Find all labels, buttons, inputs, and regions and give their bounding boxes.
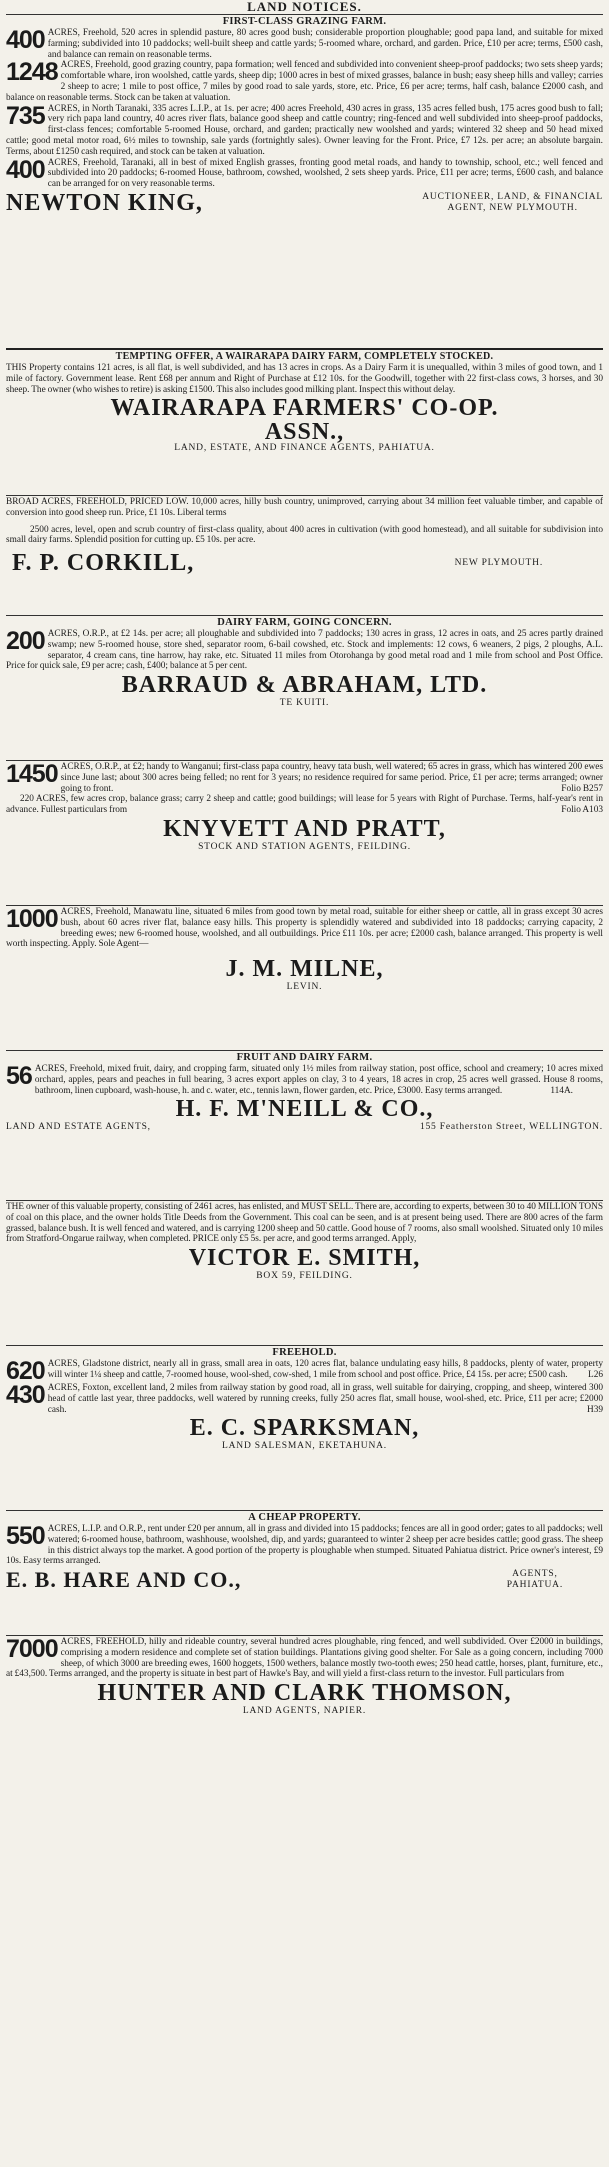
listing	[6, 60, 603, 103]
agent-location: PAHIATUA.	[506, 1580, 563, 1591]
agent-title: AGENTS,	[512, 1569, 558, 1580]
listing	[6, 907, 603, 950]
agent-name: F. P. CORKILL,	[12, 550, 195, 577]
listing-text: ACRES, Freehold, Taranaki, all in best of mixed English grasses, fronting good metal roads, and handy to township, school, etc.; well fenced and subdivided into 20 paddocks; 6-roomed House, bathroom, cowshed, woolshed, 2 sets sheep yards. Price, £11 per acre; terms, £600 cash, and balance can be arranged for on very reasonable terms.	[47, 157, 603, 190]
listing-text	[6, 794, 603, 816]
ad-newton-king	[6, 15, 603, 350]
ad-hunter	[6, 1636, 603, 1806]
listing-text: ACRES, Freehold, Manawatu line, situated 6 miles from good town by metal road, suitable for either sheep or cattle, all in grass except 30 acres bush, about 60 acres river flat, balance easy hills. This property is splendidly watered and subdivided into 18 paddocks; carrying capacity, 2 breeding ewes; new 6-roomed house, woolshed, and all outbuildings. Price £11 10s. per acre; £2000 cash, balance arranged. This property is well worth inspecting. Apply. Sole Agent—	[6, 907, 603, 950]
listing	[6, 104, 603, 158]
agent-description	[507, 1569, 563, 1591]
agent-name: VICTOR E. SMITH,	[188, 1245, 421, 1272]
ad-heading: FREEHOLD.	[272, 1347, 337, 1358]
listing-body: ACRES, Foxton, excellent land, 2 miles from railway station by good road, all in grass, well suitable for dairying, cropping, and sheep, wintered 300 head of cattle last year, three paddocks, well watered by running creeks, fully 250 acres flat, small house, wool-shed, etc. Price, £11 per acre; £2000 cash.	[47, 1383, 603, 1415]
ad-milne	[6, 906, 603, 1051]
agent-location: AGENT, NEW PLYMOUTH.	[447, 202, 578, 213]
listing-ref: L26	[588, 1369, 603, 1380]
listing	[6, 1637, 603, 1680]
agent-name: KNYVETT AND PRATT,	[163, 815, 446, 842]
ad-barraud	[6, 616, 603, 761]
agent-location: NEW PLYMOUTH.	[454, 557, 543, 568]
ad-knyvett	[6, 761, 603, 906]
listing-text: ACRES, L.I.P. and O.R.P., rent under £20 per annum, all in grass and divided into 15 paddocks; fences are all in good order; gates to all paddocks; well watered; 6-roomed house, bathroom, washhouse, woolshed, dip, and yards; guaranteed to winter 2 sheep per acre besides cattle; good grass. The sheep in this district always top the market. A good portion of the property is ploughable when stumped. Situated Pahiatua district. Price owner's interest, £9 10s. Easy terms arranged.	[6, 1524, 603, 1567]
listing-ref: H39	[586, 1404, 603, 1415]
agent-description: LAND SALESMAN, EKETAHUNA.	[222, 1441, 387, 1452]
listing-ref: 114A.	[550, 1085, 573, 1096]
agent-name: BARRAUD & ABRAHAM, LTD.	[121, 672, 488, 699]
agent-name: J. M. MILNE,	[225, 956, 384, 983]
agent-address: 155 Featherston Street, WELLINGTON.	[419, 1122, 603, 1133]
listing-text: ACRES, Freehold, good grazing country, papa formation; well fenced and subdivided into convenient sheep-proof paddocks; two sets sheep yards; comfortable whare, iron woolshed, cattle yards, sheep dip; 1000 acres in best of mixed grasses, balance in bush; easy sheep hills and valley; carries 2 sheep to acre; 1 mile to post office, 7 miles by good road to sale yards, store, etc. Price, £6 per acre; terms, half cash, balance £2000 cash, and balance on reasonable terms. Stock can be taken at valuation.	[6, 60, 603, 103]
agent-title: AUCTIONEER, LAND, & FINANCIAL	[422, 191, 603, 202]
listing-acreage: 735	[6, 103, 45, 130]
agent-location: BOX 59, FEILDING.	[256, 1271, 353, 1282]
ad-heading: DAIRY FARM, GOING CONCERN.	[217, 617, 392, 628]
listing-text	[6, 1359, 603, 1381]
agent-description	[6, 1122, 603, 1133]
listing-acreage: 550	[6, 1524, 45, 1550]
agent-description: STOCK AND STATION AGENTS, FEILDING.	[198, 841, 411, 852]
ad-heading: FIRST-CLASS GRAZING FARM.	[222, 16, 387, 27]
listing-body: ACRES, Gladstone district, nearly all in grass, small area in oats, 120 acres flat, balance undulating easy hills, 8 paddocks, plenty of water, property will winter 1¼ sheep and cattle, 7-roomed house, wool-shed, cow-shed, 1 mile from school and post office. Price, £4 15s. per acre; £500 cash.	[47, 1359, 603, 1380]
listing-acreage: 620	[6, 1359, 45, 1383]
ad-mcneill	[6, 1051, 603, 1201]
listing	[6, 794, 603, 816]
listing-body: ACRES, O.R.P., at £2; handy to Wanganui; first-class papa country, heavy tata bush, well watered; 65 acres in grass, which has wintered 200 ewes since June last; about 300 acres being felled; no rent for 3 years; no residence required for same period. Price, £1 per acre; terms arranged; owner going to front.	[60, 762, 603, 794]
agent-description	[422, 192, 603, 214]
listing-text: ACRES, FREEHOLD, hilly and rideable country, several hundred acres ploughable, ring fenced, and well subdivided. Over £2000 in buildings, comprising a modern residence and complete set of station buildings. Plantations giving good shelter. For Sale as a going concern, including 7000 sheep, of which 3000 are breeding ewes, 1600 hoggets, 1500 wethers, balance mostly two-tooth ewes; 250 head cattle, horses, plant, furniture, etc., at £43,500. Terms arranged, and the property is situate in best part of Hawke's Bay, and will yield a first-class return to the investor. Full particulars from	[6, 1637, 603, 1680]
agent-name: HUNTER AND CLARK THOMSON,	[97, 1680, 512, 1707]
listing	[6, 1359, 603, 1383]
agent-name: E. C. SPARKSMAN,	[189, 1415, 420, 1442]
agent-line	[6, 190, 603, 216]
listing	[6, 762, 603, 794]
folio-ref: Folio A103	[561, 805, 603, 816]
agent-name: NEWTON KING,	[6, 189, 203, 216]
listing	[6, 1383, 603, 1415]
listing-text: BROAD ACRES, FREEHOLD, PRICED LOW. 10,000 acres, hilly bush country, unimproved, carrying about 34 million feet valuable timber, and capable of conversion into good sheep run. Price, £1 10s. Liberal terms	[6, 497, 603, 518]
agent-location: TE KUITI.	[279, 698, 330, 709]
ad-hare	[6, 1511, 603, 1636]
listing-text	[6, 1383, 603, 1415]
listing-acreage: 400	[6, 28, 45, 54]
agent-name-cont: ASSN.,	[264, 419, 345, 446]
listing	[6, 28, 603, 60]
listing-text: ACRES, in North Taranaki, 335 acres L.I.P., at 1s. per acre; 400 acres Freehold, 430 acres in grass, 135 acres felled bush, 175 acres good bush to fall; very rich papa land country, 40 acres river flats, balance good sheep and cattle country; ring-fenced and well subdivided into sheep-proof paddocks, first-class fences; comfortable 5-roomed House, orchard, and garden; practically new woolshed and yards; wintered 32 sheep and 50 head mixed cattle; good metal motor road, 6½ miles to township, sale yards (fortnightly sales). Owner leaving for the Front. Price, £7 12s. per acre; an absolute bargain. Terms, about £1250 cash required, and stock can be taken at valuation.	[6, 103, 603, 157]
agent-line	[6, 550, 603, 576]
ad-heading: A CHEAP PROPERTY.	[248, 1512, 361, 1523]
listing-acreage: 56	[6, 1064, 32, 1090]
listing-text: 2500 acres, level, open and scrub country of first-class quality, about 400 acres in cultivation (with good homestead), and all suitable for subdivision into small dairy farms. Splendid position for cutting up. £5 10s. per acre.	[6, 524, 603, 546]
ad-heading: FRUIT AND DAIRY FARM.	[236, 1052, 373, 1063]
agent-description: LAND AGENTS, NAPIER.	[242, 1706, 367, 1717]
agent-description: LAND, ESTATE, AND FINANCE AGENTS, PAHIATUA.	[174, 443, 435, 454]
folio-ref: Folio B257	[561, 783, 603, 794]
agent-name: E. B. HARE AND CO.,	[6, 1567, 242, 1593]
listing-text: ACRES, Freehold, 520 acres in splendid pasture, 80 acres good bush; considerable proportion ploughable; good papa land, and suitable for mixed farming; subdivided into 10 paddocks; well-built sheep and cattle yards; 5-roomed whare, orchard, and garden. Price, £10 per acre; terms, £500 cash, and balance can remain on reasonable terms.	[47, 28, 603, 60]
listing-text: ACRES, O.R.P., at £2 14s. per acre; all ploughable and subdivided into 7 paddocks; 130 acres in grass, 12 acres in oats, and 25 acres partly drained swamp; new 5-roomed house, store shed, separator room, 6-bail cowshed, etc. Stock and implements: 12 cows, 6 weaners, 2 pigs, 2 ploughs, A.L. separator, 4 cream cans, tine harrow, hay rake, etc. Situated 11 miles from Otorohanga by good metal road and 1 mile from school and Post Office. Price for quick sale, £9 per acre; cash, £400; balance at 5 per cent.	[6, 629, 603, 672]
listing-acreage: 400	[6, 157, 45, 184]
listing	[6, 158, 603, 190]
listing-body: ACRES, Freehold, mixed fruit, dairy, and cropping farm, situated only 1½ miles from railway station, post office, school and creamery; 10 acres mixed orchard, apples, pears and peaches in full bearing, 3 acres export apples on clay, 3 to 4 years, 18 acres in crop, 25 acres well grassed. House 8 rooms, bathroom, linen cupboard, wash-house, h. and c. water, etc., tennis lawn, flower garden, etc. Price, £3000. Easy terms arranged.	[34, 1064, 603, 1096]
listing-acreage: 1450	[6, 762, 58, 788]
ad-wairarapa	[6, 350, 603, 496]
listing-acreage: 430	[6, 1383, 45, 1409]
listing-acreage: 1000	[6, 907, 58, 933]
agent-line	[6, 1567, 603, 1593]
ad-corkill	[6, 496, 603, 616]
agent-location: LEVIN.	[286, 982, 323, 993]
ad-sparksman	[6, 1346, 603, 1511]
listing-acreage: 7000	[6, 1637, 58, 1663]
listing	[6, 1064, 603, 1096]
listing-text	[6, 1064, 603, 1096]
section-header: LAND NOTICES.	[6, 0, 603, 15]
listing-text: THE owner of this valuable property, consisting of 2461 acres, has enlisted, and MUST SELL. There are, according to experts, between 30 to 40 MILLION TONS of coal on this place, and the owner holds Title Deeds from the Government. This coal can be seen, and is at present being used. There are 800 acres of the farm grassed, balance bush. It is well fenced and watered, and is carrying 1200 sheep and 50 cattle. Good house of 7 rooms, also small woolshed. Situated only 10 miles from Stratford-Ongarue railway, when completed. PRICE only £5 5s. per acre, and good terms arranged. Apply,	[6, 1202, 603, 1245]
agent-name: WAIRARAPA FARMERS' CO-OP.	[110, 395, 499, 422]
ad-heading: TEMPTING OFFER, A WAIRARAPA DAIRY FARM, COMPLETELY STOCKED.	[115, 351, 494, 362]
ad-smith	[6, 1201, 603, 1346]
listing-body: 220 ACRES, few acres crop, balance grass; carry 2 sheep and cattle; good buildings; will lease for 5 years with Right of Purchase. Terms, half-year's rent in advance. Fullest particulars from	[6, 794, 603, 816]
listing	[6, 629, 603, 672]
listing-acreage: 1248	[6, 60, 58, 87]
agent-title: LAND AND ESTATE AGENTS,	[6, 1122, 151, 1133]
newspaper-page	[6, 0, 603, 2167]
listing-text	[6, 762, 603, 794]
agent-name: H. F. M'NEILL & CO.,	[175, 1096, 434, 1123]
listing	[6, 1524, 603, 1567]
listing-acreage: 200	[6, 629, 45, 655]
listing-text: THIS Property contains 121 acres, is all flat, is well subdivided, and has 13 acres in crops. As a Dairy Farm it is unequalled, within 3 miles of good town, and 1 mile of factory. Government lease. Rent £68 per annum and Right of Purchase at £12 10s. for the Goodwill, together with 22 first-class cows, 3 horses, and 30 sheep. The owner (who wishes to retire) is asking £1500. This also includes good milking plant. Inspect this without delay.	[6, 363, 603, 395]
